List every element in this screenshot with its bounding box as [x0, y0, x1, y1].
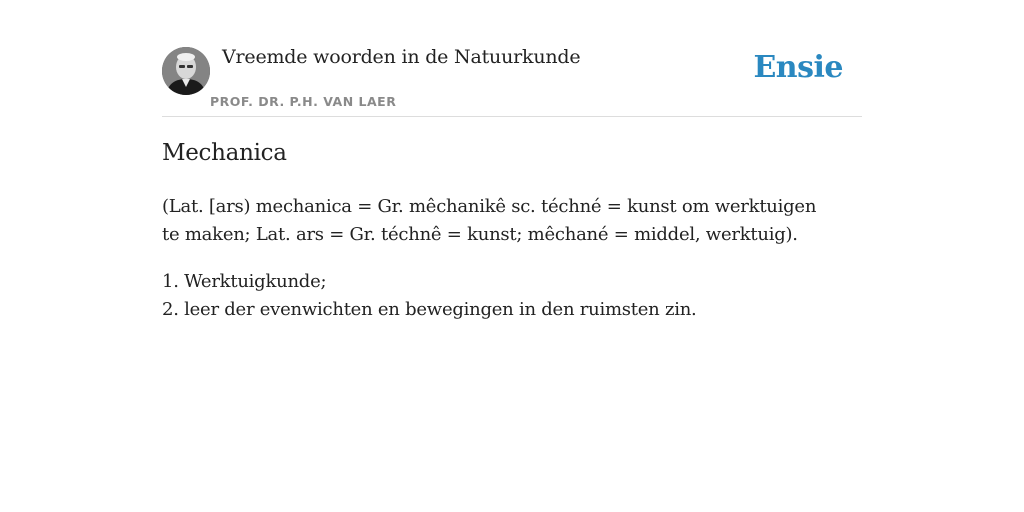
ensie-logo[interactable]: Ensie [753, 50, 843, 85]
header [162, 0, 862, 117]
definition-item: 1. Werktuigkunde; [162, 271, 327, 292]
book-title[interactable]: Vreemde woorden in de Natuurkunde [222, 46, 581, 68]
entry-definitions [162, 268, 822, 324]
entry-etymology: (Lat. [ars) mechanica = Gr. mêchanikê sc. téchné = kunst om werktuigen te maken; Lat. ars = Gr. téchnê = kunst; mêchané = middel, werktuig). [162, 196, 817, 245]
author-portrait-icon [162, 47, 210, 95]
author-name[interactable]: PROF. DR. P.H. VAN LAER [210, 94, 397, 109]
definition-item: 2. leer der evenwichten en bewegingen in den ruimsten zin. [162, 299, 697, 320]
page-container [162, 0, 862, 320]
entry-headword: Mechanica [162, 140, 287, 166]
author-avatar[interactable] [162, 47, 210, 95]
